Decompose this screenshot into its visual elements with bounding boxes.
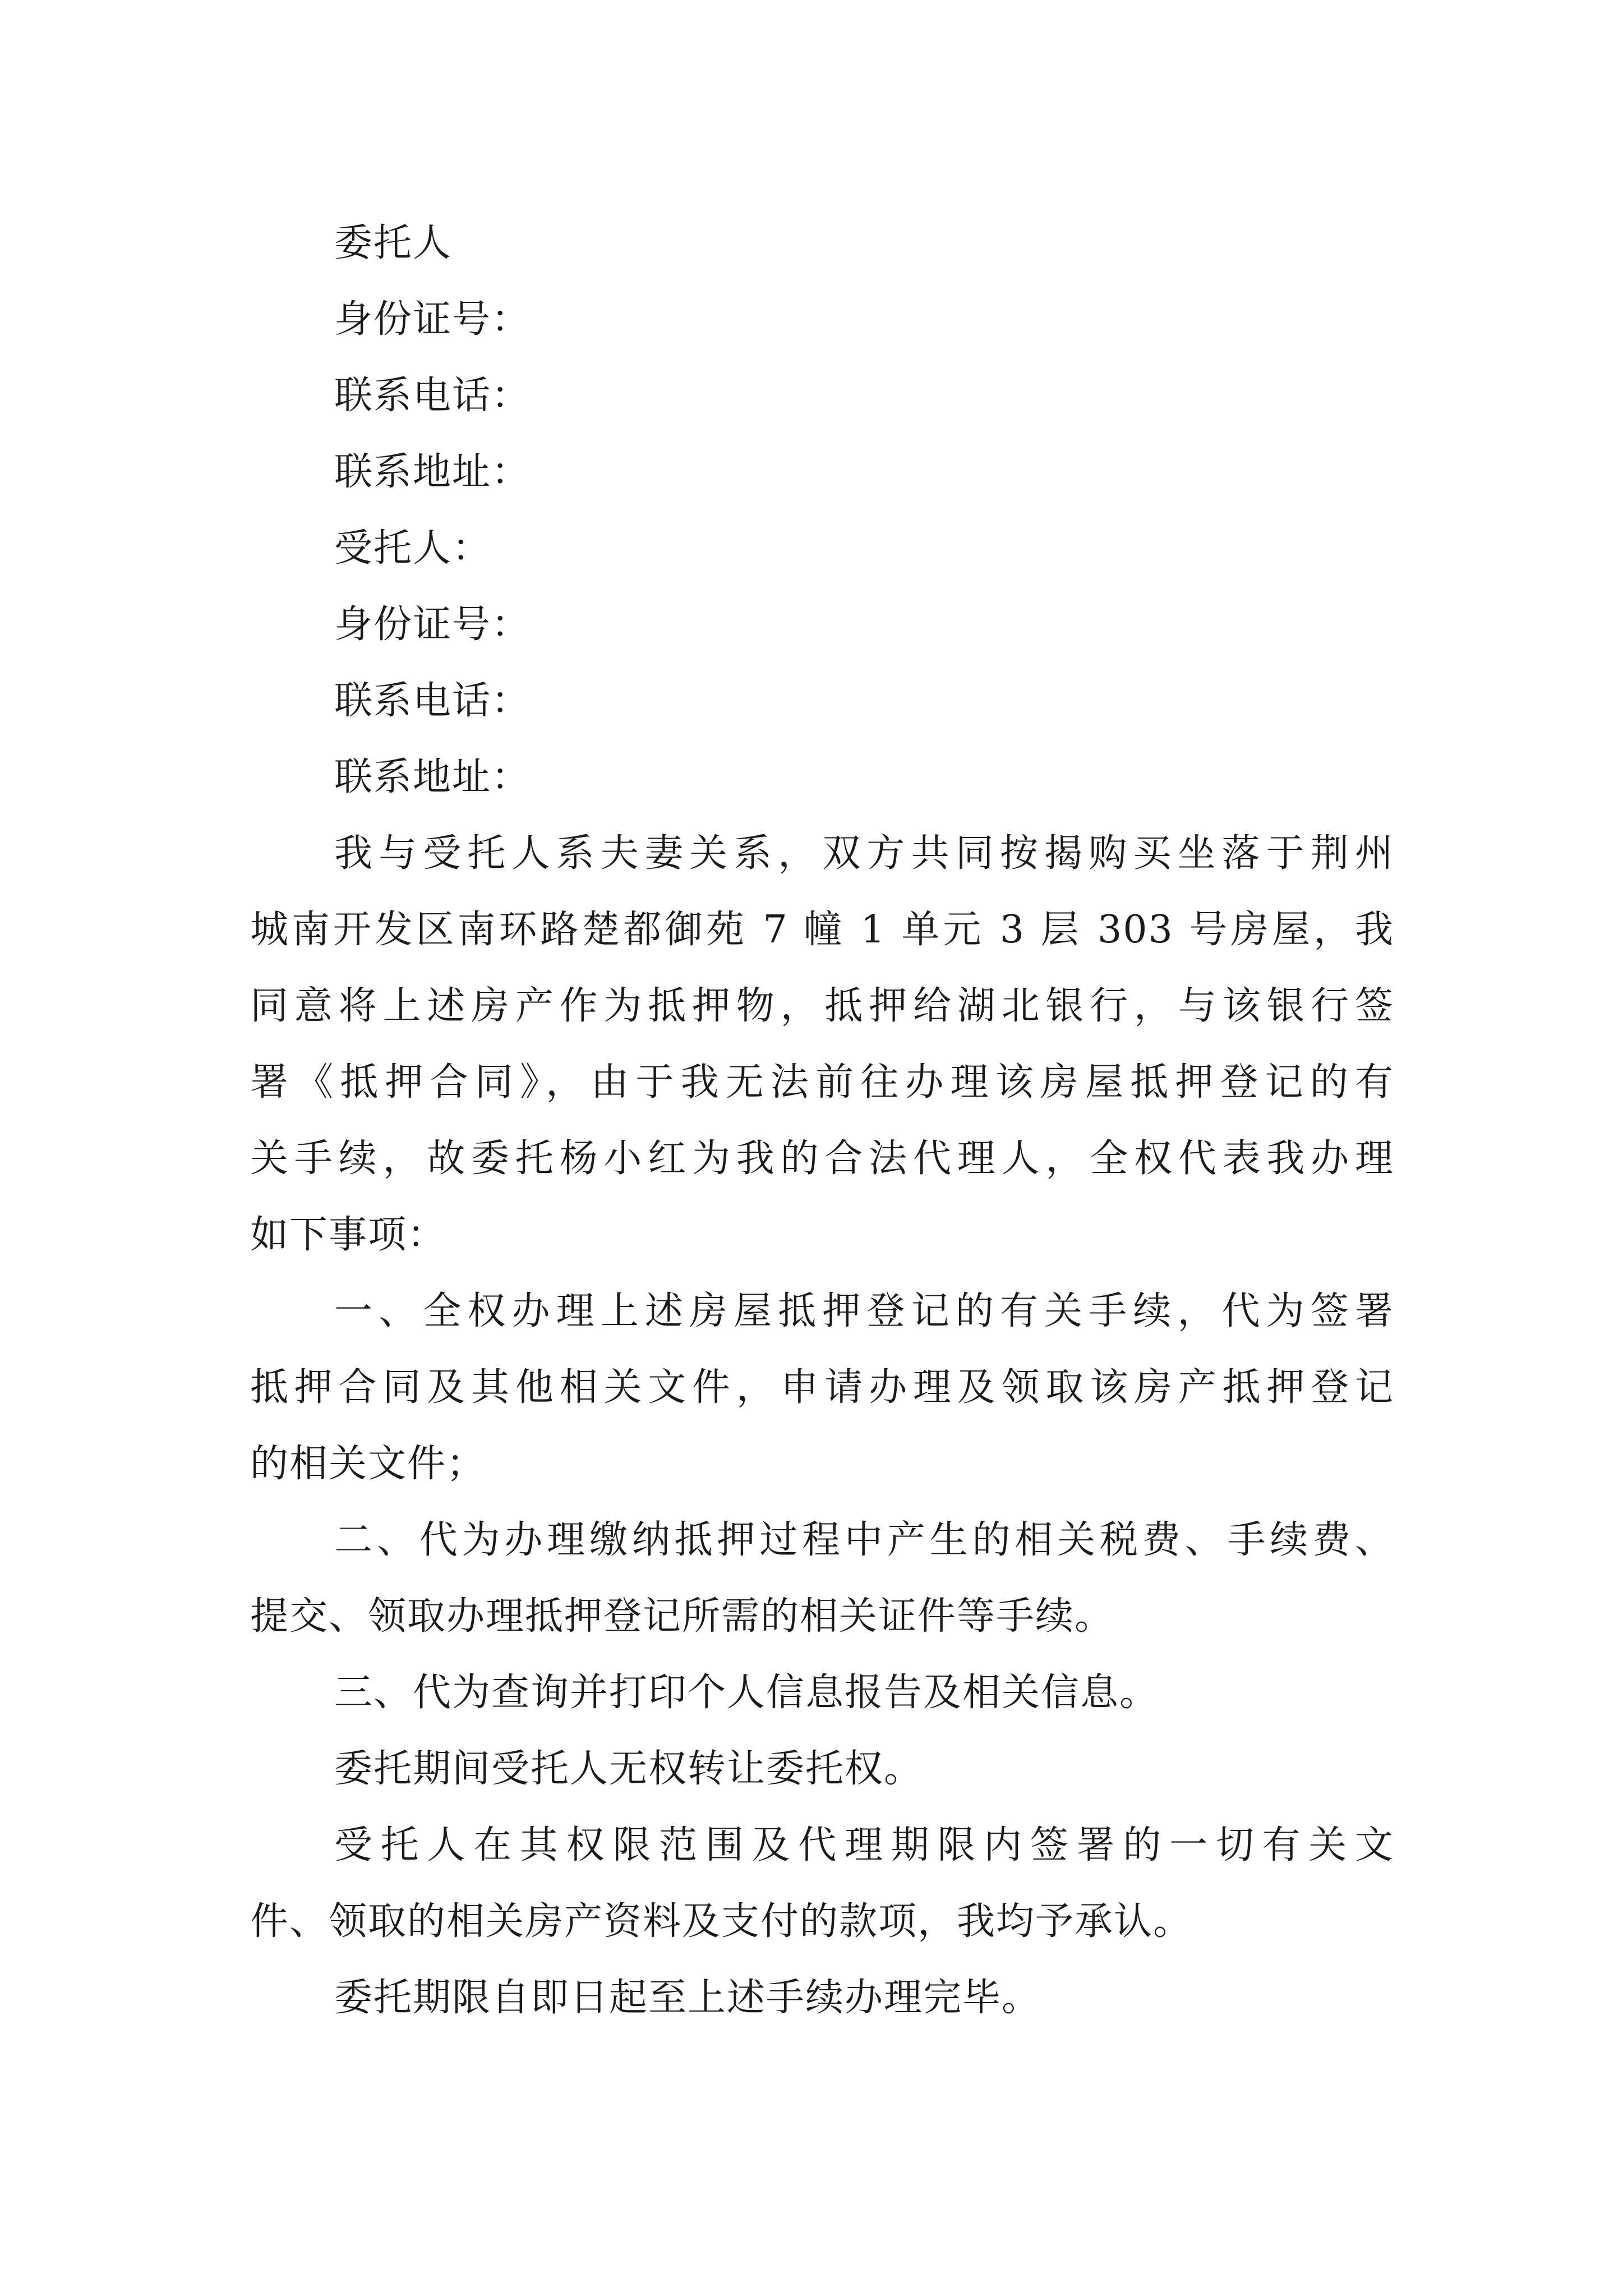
principal-address-label: 联系地址： [334,450,531,494]
intro-line: 同意将上述房产作为抵押物，抵押给湖北银行，与该银行签 [250,984,1394,1028]
agent-id-label: 身份证号： [334,602,531,647]
item-one-line: 一、全权办理上述房屋抵押登记的有关手续，代为签署 [334,1289,1394,1333]
acknowledge-line: 件、领取的相关房产资料及支付的款项，我均予承认。 [250,1899,1193,1944]
intro-line: 关手续，故委托杨小红为我的合法代理人，全权代表我办理 [250,1137,1394,1181]
item-three-paragraph: 三、代为查询并打印个人信息报告及相关信息。 [334,1671,1159,1715]
item-one-line: 抵押合同及其他相关文件，申请办理及领取该房产抵押登记 [250,1365,1394,1410]
intro-line: 城南开发区南环路楚都御苑 7 幢 1 单元 3 层 303 号房屋，我 [250,908,1394,952]
acknowledge-line: 受托人在其权限范围及代理期限内签署的一切有关文 [334,1823,1394,1867]
item-two-line: 二、代为办理缴纳抵押过程中产生的相关税费、手续费、 [334,1518,1394,1562]
item-two-paragraph [250,1502,1394,1655]
agent-phone-label: 联系电话： [334,679,531,723]
principal-label: 委托人 [334,221,453,265]
acknowledge-paragraph [250,1807,1394,1960]
intro-line: 署《抵押合同》，由于我无法前往办理该房屋抵押登记的有 [250,1060,1394,1105]
agent-label: 受托人： [334,526,492,570]
intro-paragraph [250,816,1394,1273]
principal-id-label: 身份证号： [334,297,531,342]
item-one-paragraph [250,1273,1394,1502]
power-of-attorney-body [250,205,1394,2036]
agent-address-label: 联系地址： [334,755,531,799]
no-transfer-paragraph: 委托期间受托人无权转让委托权。 [334,1747,924,1791]
item-one-line: 的相关文件； [250,1442,486,1486]
item-two-line: 提交、领取办理抵押登记所需的相关证件等手续。 [250,1594,1114,1639]
intro-line: 如下事项： [250,1213,447,1257]
principal-phone-label: 联系电话： [334,374,531,418]
intro-line: 我与受托人系夫妻关系，双方共同按揭购买坐落于荆州 [334,831,1394,876]
term-paragraph: 委托期限自即日起至上述手续办理完毕。 [334,1976,1041,2020]
